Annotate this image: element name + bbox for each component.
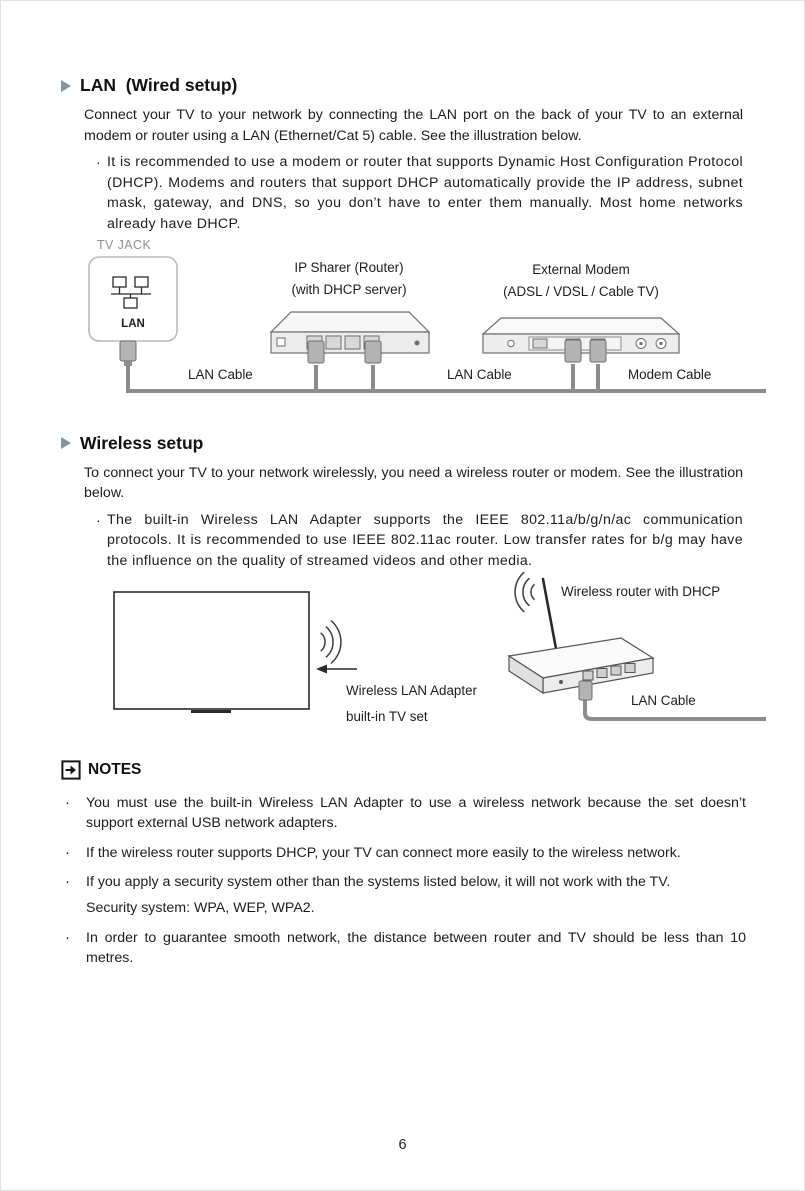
lan-bullet-text: It is recommended to use a modem or router that supports Dynamic Host Configuration Protocol (DHCP). Modems and routers that support DHCP automatically provide the IP address, subnet mask, gateway, and DNS, so you don’t have to enter them manually. Most home networks already have DHCP.: [107, 154, 743, 232]
rj45-plug-icon: [590, 340, 606, 362]
wireless-adapter-label-line1: Wireless LAN Adapter: [346, 682, 477, 698]
wireless-adapter-label-line2: built-in TV set: [346, 708, 428, 724]
section-marker-icon: [61, 80, 71, 92]
wifi-waves-icon: [321, 620, 341, 663]
wireless-bullet-item: [96, 510, 743, 572]
section-marker-icon: [61, 437, 71, 449]
bullet-dot: ·: [65, 843, 70, 861]
left-arrow-icon: [316, 664, 357, 673]
note-text-3: If you apply a security system other than the systems listed below, it will not work with the TV.: [86, 874, 671, 891]
note-text-1: You must use the built-in Wireless LAN Adapter to use a wireless network because the set doesn’t support external USB network adapters.: [86, 794, 746, 832]
notes-icon: [61, 760, 81, 780]
note-subtext-3: Security system: WPA, WEP, WPA2.: [86, 899, 315, 916]
wireless-intro-text: To connect your TV to your network wirelessly, you need a wireless router or modem. See the illustration below.: [84, 464, 743, 502]
rj45-plug-icon: [365, 341, 381, 363]
page-number: 6: [398, 1137, 407, 1153]
wireless-bullet-text: The built-in Wireless LAN Adapter supports the IEEE 802.11a/b/g/n/ac communication protocols. It is recommended to use IEEE 802.11ac router. Low transfer rates for b/g may have the influence on the quality of streamed videos and other media.: [107, 511, 743, 569]
lan-cable-label-1: LAN Cable: [188, 366, 253, 382]
wireless-lan-cable-label: LAN Cable: [631, 692, 696, 708]
note-text-4: In order to guarantee smooth network, the distance between router and TV should be less than 10 metres.: [86, 929, 746, 967]
rj45-plug-icon: [579, 681, 592, 700]
wireless-setup-diagram: [61, 572, 771, 740]
wired-setup-diagram: [61, 239, 771, 407]
notes-header: [61, 760, 804, 780]
antenna: [543, 579, 557, 654]
wireless-section-header: [61, 433, 804, 454]
modem-label-line1: External Modem: [532, 261, 630, 277]
notes-title: NOTES: [88, 760, 142, 778]
wireless-section: [1, 433, 804, 740]
router-label-line2: (with DHCP server): [291, 281, 407, 297]
modem-cable-label: Modem Cable: [628, 366, 712, 382]
router-illustration: [271, 312, 429, 353]
rj45-plug-icon: [565, 340, 581, 362]
note-item-3: [65, 872, 746, 918]
tv-illustration: [114, 592, 309, 712]
note-item-2: [65, 843, 746, 864]
lan-section: [1, 1, 804, 407]
wireless-router-label: Wireless router with DHCP: [561, 583, 721, 599]
lan-bullet-item: [96, 152, 743, 234]
bullet-dot: ·: [65, 928, 70, 946]
rj45-plug-icon: [120, 341, 136, 366]
bullet-dot: ·: [65, 793, 70, 811]
lan-section-header: [61, 1, 804, 96]
bullet-dot: ·: [96, 154, 101, 171]
antenna-waves-icon: [515, 572, 535, 612]
router-label-line1: IP Sharer (Router): [294, 259, 404, 275]
lan-section-title: LAN (Wired setup): [80, 75, 238, 95]
tv-jack-label: TV JACK: [97, 237, 152, 252]
wireless-section-title: Wireless setup: [80, 432, 204, 453]
note-item-4: [65, 928, 746, 969]
rj45-plug-icon: [308, 341, 324, 363]
modem-label-line2: (ADSL / VDSL / Cable TV): [503, 283, 659, 299]
lan-intro-text: Connect your TV to your network by connecting the LAN port on the back of your TV to an external modem or router using a LAN (Ethernet/Cat 5) cable. See the illustration below.: [84, 107, 743, 144]
notes-section: [1, 760, 804, 969]
note-text-2: If the wireless router supports DHCP, your TV can connect more easily to the wireless network.: [86, 844, 681, 861]
lan-port-label: LAN: [121, 317, 145, 330]
bullet-dot: ·: [65, 873, 70, 891]
bullet-dot: ·: [96, 511, 101, 528]
lan-cable-label-2: LAN Cable: [447, 366, 512, 382]
note-item-1: [65, 793, 746, 834]
